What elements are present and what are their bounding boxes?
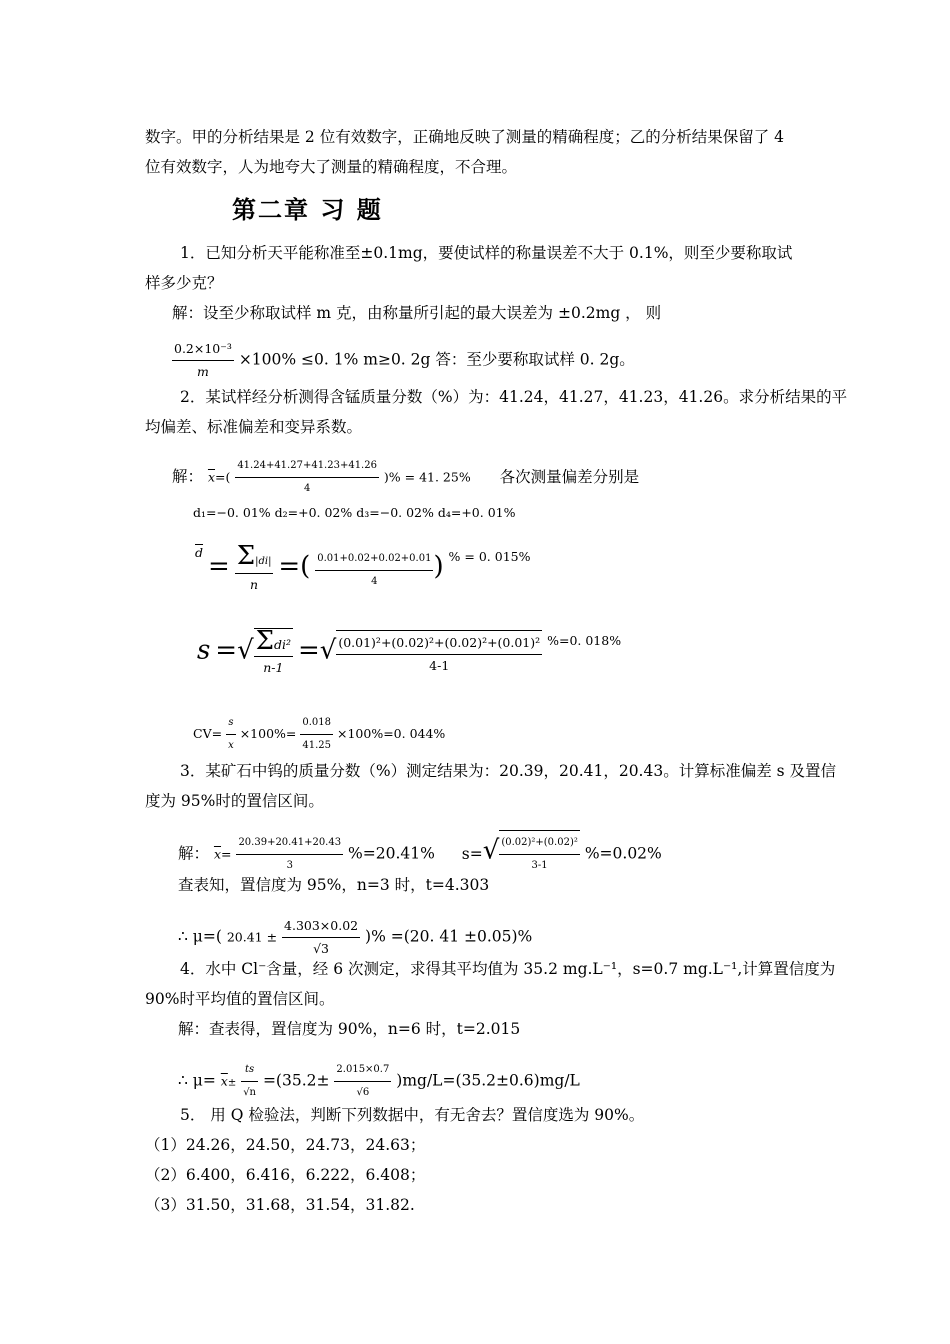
q1-line-2: 样多少克？ bbox=[145, 274, 223, 292]
q2-line-1: 2．某试样经分析测得含锰质量分数（%）为：41.24，41.27，41.23，41.26。求分析结果的平 bbox=[180, 388, 848, 406]
q3-s-result: %=0.02% bbox=[584, 844, 662, 863]
q4-mu-prefix: ∴ μ= bbox=[178, 1071, 216, 1090]
q4-mu-result: )mg/L=(35.2±0.6)mg/L bbox=[396, 1071, 580, 1090]
q3-table-lookup: 查表知，置信度为 95%，n=3 时，t=4.303 bbox=[178, 876, 490, 894]
q4-solution: 解：查表得，置信度为 90%，n=6 时，t=2.015 bbox=[178, 1020, 521, 1038]
q4-mu-num: 2.015×0.7 bbox=[334, 1059, 391, 1082]
q3-mu-num: 4.303×0.02 bbox=[282, 915, 360, 938]
q2-line-2: 均偏差、标准偏差和变异系数。 bbox=[145, 418, 363, 436]
q3-mu-prefix: ∴ μ=( bbox=[178, 927, 222, 946]
q2-davg-fraction bbox=[315, 548, 433, 593]
q3-s-num: (0.02)²+(0.02)² bbox=[499, 832, 580, 855]
q2-s-den: 4-1 bbox=[429, 658, 450, 673]
q2-davg-result: % = 0. 015% bbox=[448, 548, 531, 564]
q2-mean-den: 4 bbox=[303, 483, 311, 494]
q2-s-result: %=0. 018% bbox=[547, 632, 622, 648]
q2-cv-num: 0.018 bbox=[300, 712, 333, 735]
q1-formula bbox=[172, 338, 635, 383]
q4-ts-num: ts bbox=[241, 1059, 258, 1082]
q3-mu-a: 20.41 ± bbox=[226, 929, 278, 945]
q2-std-deviation: s =√ $\frac{\text{Σdi²}}{n-1}$ =√ $\frac{\text{(0.01)²+(0.02)²+(0.02)²+(0.01)²}}{4-1}$ $^{\%=0. 018\%}$ bbox=[197, 628, 621, 679]
q1-fraction bbox=[172, 338, 234, 383]
q2-deviations: d₁=−0. 01% d₂=+0. 02% d₃=−0. 02% d₄=+0. 01% bbox=[193, 505, 516, 520]
q2-s-fraction bbox=[336, 632, 542, 677]
q2-cv-result: ×100%=0. 044% bbox=[336, 726, 446, 741]
intro-line-1: 数字。甲的分析结果是 2 位有效数字，正确地反映了测量的精确程度；乙的分析结果保留了 4 bbox=[145, 128, 785, 146]
q2-cv: CV= $\frac{s}{x}$ ×100%= $\frac{0.018}{41.25}$ ×100%=0. 044% bbox=[193, 712, 445, 757]
q2-davg-den: 4 bbox=[371, 576, 378, 587]
q2-mean-result: )% = 41. 25% bbox=[383, 469, 471, 485]
q3-mu-result: )% =(20. 41 ±0.05)% bbox=[365, 927, 533, 946]
q5-item-3: （3）31.50，31.68，31.54，31.82. bbox=[145, 1196, 415, 1214]
x-bar-symbol: $\overline{x}$ bbox=[207, 469, 216, 485]
q5-item-1: （1）24.26，24.50，24.73，24.63； bbox=[145, 1136, 426, 1154]
q4-mu-fraction bbox=[334, 1059, 391, 1104]
intro-line-2: 位有效数字，人为地夸大了测量的精确程度，不合理。 bbox=[145, 158, 518, 176]
q5-line-1: 5． 用 Q 检验法，判断下列数据中，有无舍去？置信度选为 90%。 bbox=[180, 1106, 645, 1124]
q2-mean-fraction bbox=[235, 455, 379, 500]
q1-solution: 解：设至少称取试样 m 克，由称量所引起的最大误差为 ±0.2mg ， 则 bbox=[172, 304, 662, 322]
q3-line-2: 度为 95%时的置信区间。 bbox=[145, 792, 324, 810]
q3-s-den: 3-1 bbox=[531, 860, 548, 871]
q1-rest: ×100% ≤0. 1% m≥0. 2g 答：至少要称取试样 0. 2g。 bbox=[238, 350, 635, 369]
q5-item-2: （2）6.400，6.416，6.222，6.408； bbox=[145, 1166, 426, 1184]
q2-avg-deviation: $^{\overline{d}}$ = $\frac{\Sigma|di|}{n}$ =( $\frac{0.01+0.02+0.02+0.01}{4}$ ) $^{\% = 0. 015\%}$ bbox=[195, 545, 530, 596]
q2-cv-den: 41.25 bbox=[302, 740, 331, 751]
q2-mean: 解： $\overline{x}=$( $\frac{41.24+41.27+41.23+41.26}{4}$ )% = 41. 25% 各次测量偏差分别是 bbox=[172, 455, 639, 500]
q3-mu-den: √3 bbox=[313, 941, 330, 956]
q2-davg-num: 0.01+0.02+0.02+0.01 bbox=[315, 548, 433, 571]
q4-mu-mid: =(35.2± bbox=[262, 1071, 330, 1090]
q2-s-num: (0.01)²+(0.02)²+(0.02)²+(0.01)² bbox=[336, 632, 542, 655]
q3-mean-den: 3 bbox=[286, 860, 293, 871]
q2-mean-num: 41.24+41.27+41.23+41.26 bbox=[235, 455, 379, 478]
q3-confidence-interval bbox=[178, 915, 532, 960]
d-bar-symbol: d bbox=[195, 544, 204, 560]
q1-frac-den: m bbox=[197, 364, 209, 379]
q4-line-1: 4．水中 Cl⁻含量，经 6 次测定，求得其平均值为 35.2 mg.L⁻¹，s=0.7 mg.L⁻¹,计算置信度为 bbox=[180, 960, 836, 978]
q1-line-1: 1．已知分析天平能称准至±0.1mg，要使试样的称量误差不大于 0.1%，则至少要称取试 bbox=[180, 244, 793, 262]
q2-cv-label: CV= bbox=[193, 726, 223, 741]
q2-mean-note: 各次测量偏差分别是 bbox=[499, 467, 640, 486]
q4-mu-den: √6 bbox=[356, 1087, 370, 1098]
q3-mean-fraction bbox=[236, 832, 343, 877]
q1-frac-num: 0.2×10⁻³ bbox=[172, 338, 234, 361]
q2-cv-fraction bbox=[300, 712, 333, 757]
q2-sol-label: 解： bbox=[172, 467, 204, 486]
q3-mean-num: 20.39+20.41+20.43 bbox=[236, 832, 343, 855]
q2-sum-fraction: $\frac{\Sigma|di|}{n}$ bbox=[236, 541, 272, 592]
chapter-title: 第二章 习 题 bbox=[232, 196, 383, 224]
q4-ts-den: √n bbox=[243, 1087, 256, 1098]
q2-cv-mid: ×100%= bbox=[239, 726, 297, 741]
q3-mean-result: %=20.41% bbox=[348, 844, 435, 863]
q4-ts-fraction bbox=[241, 1059, 258, 1104]
q3-s-fraction bbox=[499, 832, 580, 877]
q3-mu-fraction bbox=[282, 915, 360, 960]
q4-line-2: 90%时平均值的置信区间。 bbox=[145, 990, 335, 1008]
q3-s-label: s= bbox=[461, 844, 483, 863]
q4-confidence-interval: ∴ $\mu= \overline{x}\pm$ $\frac{ts}{√n}$ =(35.2± $\frac{2.015\times 0.7}{√6}$ )mg/L=(35.2±0.6)mg/L bbox=[178, 1059, 580, 1104]
q3-line-1: 3．某矿石中钨的质量分数（%）测定结果为：20.39，20.41，20.43。计算标准偏差 s 及置信 bbox=[180, 762, 837, 780]
q3-mean-and-s: 解： $\overline{x}=$ $\frac{20.39+20.41+20.43}{3}$ %=20.41% s=√ $\frac{\text{(0.02)²+(0.02)²}}{3-1}$ %=0.02% bbox=[178, 830, 662, 877]
q3-sol-label: 解： bbox=[178, 844, 210, 863]
